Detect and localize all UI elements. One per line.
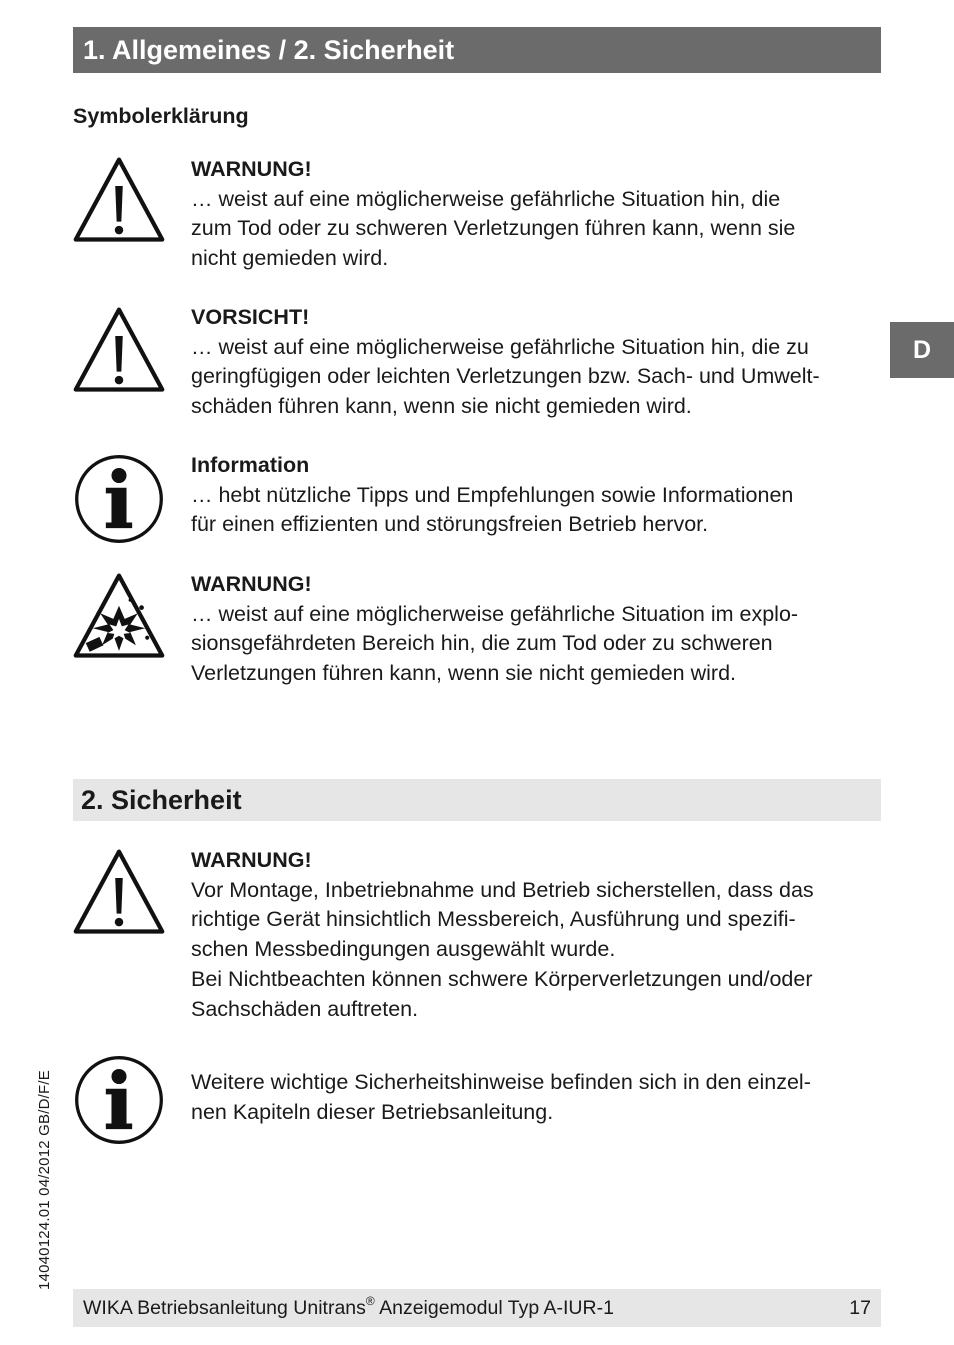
page-number: 17 [849,1297,871,1319]
section-title-symbolerklaerung: Symbolerklärung [73,104,249,128]
symbol-item-explosion-warning [191,570,886,689]
registered-mark: ® [365,1293,375,1308]
symbol-item-information [191,451,886,540]
footer-title [83,1289,614,1327]
language-tab-d: D [890,322,954,378]
footer-text-before: WIKA Betriebsanleitung Unitrans [83,1297,366,1319]
item-text: nen Kapiteln dieser Betriebsanleitung. [191,1099,554,1124]
item-text: Sachschäden auftreten. [191,996,419,1021]
item-label: WARNUNG! [191,572,312,596]
caution-triangle-icon [72,304,166,398]
item-text: … weist auf eine möglicherweise gefährliche Situation im explo- [191,601,799,626]
page-footer [73,1289,881,1327]
footer-text-after: Anzeigemodul Typ A-IUR-1 [374,1297,614,1319]
page-header-title: 1. Allgemeines / 2. Sicherheit [73,27,881,73]
item-text: … weist auf eine möglicherweise gefährliche Situation hin, die zu [191,334,809,359]
item-text: Vor Montage, Inbetriebnahme und Betrieb sicherstellen, dass das [191,877,814,902]
item-text: Weitere wichtige Sicherheitshinweise befinden sich in den einzel- [191,1070,811,1094]
item-label: WARNUNG! [191,848,312,872]
item-label: Information [191,453,310,477]
item-text: schen Messbedingungen ausgewählt wurde. [191,937,616,962]
item-text: für einen effizienten und störungsfreien Betrieb hervor. [191,512,709,537]
item-text: richtige Gerät hinsichtlich Messbereich, Ausführung und spezifi- [191,907,796,932]
item-text: … hebt nützliche Tipps und Empfehlungen sowie Informationen [191,482,794,507]
item-label: WARNUNG! [191,157,312,181]
item-label: VORSICHT! [191,305,310,329]
item-text: Bei Nichtbeachten können schwere Körperverletzungen und/oder [191,966,813,991]
explosion-warning-icon [72,570,166,664]
item-text: zum Tod oder zu schweren Verletzungen führen kann, wenn sie [191,216,796,241]
item-text: Verletzungen führen kann, wenn sie nicht gemieden wird. [191,661,737,686]
item-text: geringfügigen oder leichten Verletzungen bzw. Sach- und Umwelt- [191,364,820,389]
document-code: 14040124.01 04/2012 GB/D/F/E [36,1070,53,1290]
section-heading-sicherheit: 2. Sicherheit [73,779,881,821]
safety-warning [191,846,886,1024]
information-icon [72,1053,166,1147]
safety-info [191,1068,886,1127]
symbol-item-warning [191,155,886,274]
item-text: … weist auf eine möglicherweise gefährliche Situation hin, die [191,186,781,211]
information-icon [72,452,166,546]
item-text: schäden führen kann, wenn sie nicht gemieden wird. [191,394,692,419]
symbol-item-caution [191,303,886,422]
warning-triangle-icon [72,846,166,940]
item-text: nicht gemieden wird. [191,246,389,271]
item-text: sionsgefährdeten Bereich hin, die zum Tod oder zu schweren [191,631,773,656]
warning-triangle-icon [72,154,166,248]
